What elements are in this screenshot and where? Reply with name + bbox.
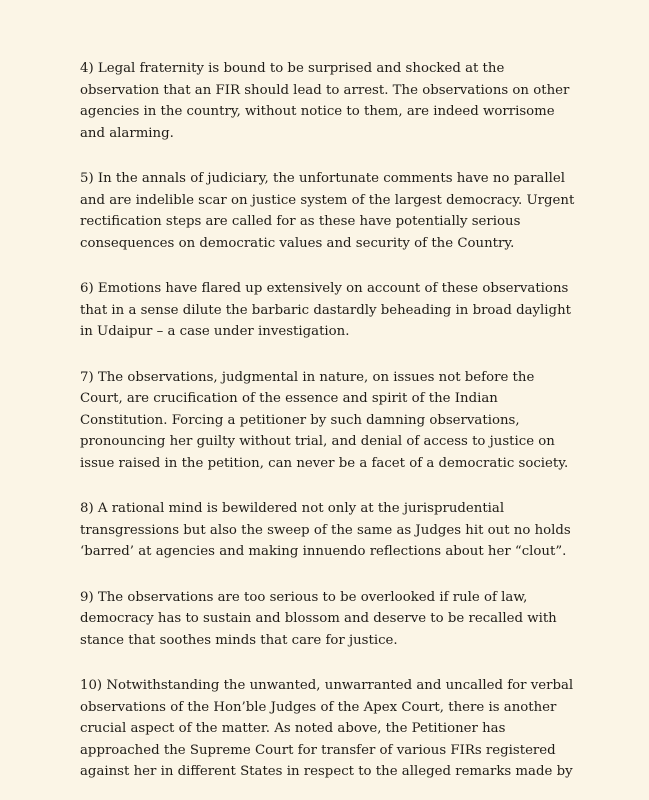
text-line: in Udaipur – a case under investigation. [80, 324, 350, 339]
text-line: democracy has to sustain and blossom and deserve to be recalled with [80, 611, 557, 626]
paragraph-10 [80, 675, 609, 783]
paragraph-6 [80, 278, 609, 343]
text-line: against her in different States in respect to the alleged remarks made by [80, 764, 573, 779]
text-line: 8) A rational mind is bewildered not only at the jurisprudential [80, 501, 505, 516]
paragraph-4 [80, 58, 609, 144]
text-line: approached the Supreme Court for transfer of various FIRs registered [80, 742, 556, 758]
text-line: 7) The observations, judgmental in nature, on issues not before the [80, 369, 535, 385]
text-line: transgressions but also the sweep of the same as Judges hit out no holds [80, 522, 571, 538]
paragraph-7 [80, 367, 609, 475]
text-line: consequences on democratic values and security of the Country. [80, 235, 515, 251]
text-line: pronouncing her guilty without trial, and denial of access to justice on [80, 434, 555, 449]
text-line: and alarming. [80, 125, 174, 141]
text-line: 10) Notwithstanding the unwanted, unwarranted and uncalled for verbal [80, 678, 574, 693]
text-line: rectification steps are called for as these have potentially serious [80, 214, 521, 229]
text-line: 5) In the annals of judiciary, the unfortunate comments have no parallel [80, 171, 565, 186]
text-line: Court, are crucification of the essence and spirit of the Indian [80, 391, 498, 406]
paragraph-9 [80, 587, 609, 652]
paragraph-8 [80, 498, 609, 563]
text-line: that in a sense dilute the barbaric dastardly beheading in broad daylight [80, 302, 571, 318]
text-line: agencies in the country, without notice to them, are indeed worrisome [80, 104, 555, 119]
paragraph-5 [80, 168, 609, 254]
text-line: crucial aspect of the matter. As noted above, the Petitioner has [80, 721, 506, 736]
text-line: issue raised in the petition, can never be a facet of a democratic society. [80, 455, 569, 471]
text-line: Constitution. Forcing a petitioner by such damning observations, [80, 412, 520, 428]
text-line: 6) Emotions have flared up extensively on account of these observations [80, 281, 569, 296]
text-line: ‘barred’ at agencies and making innuendo reflections about her “clout”. [80, 544, 567, 559]
text-line: 9) The observations are too serious to be overlooked if rule of law, [80, 589, 528, 605]
text-line: 4) Legal fraternity is bound to be surprised and shocked at the [80, 61, 505, 76]
text-line: observation that an FIR should lead to arrest. The observations on other [80, 82, 570, 98]
text-line: and are indelible scar on justice system of the largest democracy. Urgent [80, 192, 575, 208]
text-line: stance that soothes minds that care for justice. [80, 632, 398, 648]
text-line: observations of the Hon’ble Judges of the Apex Court, there is another [80, 699, 557, 715]
